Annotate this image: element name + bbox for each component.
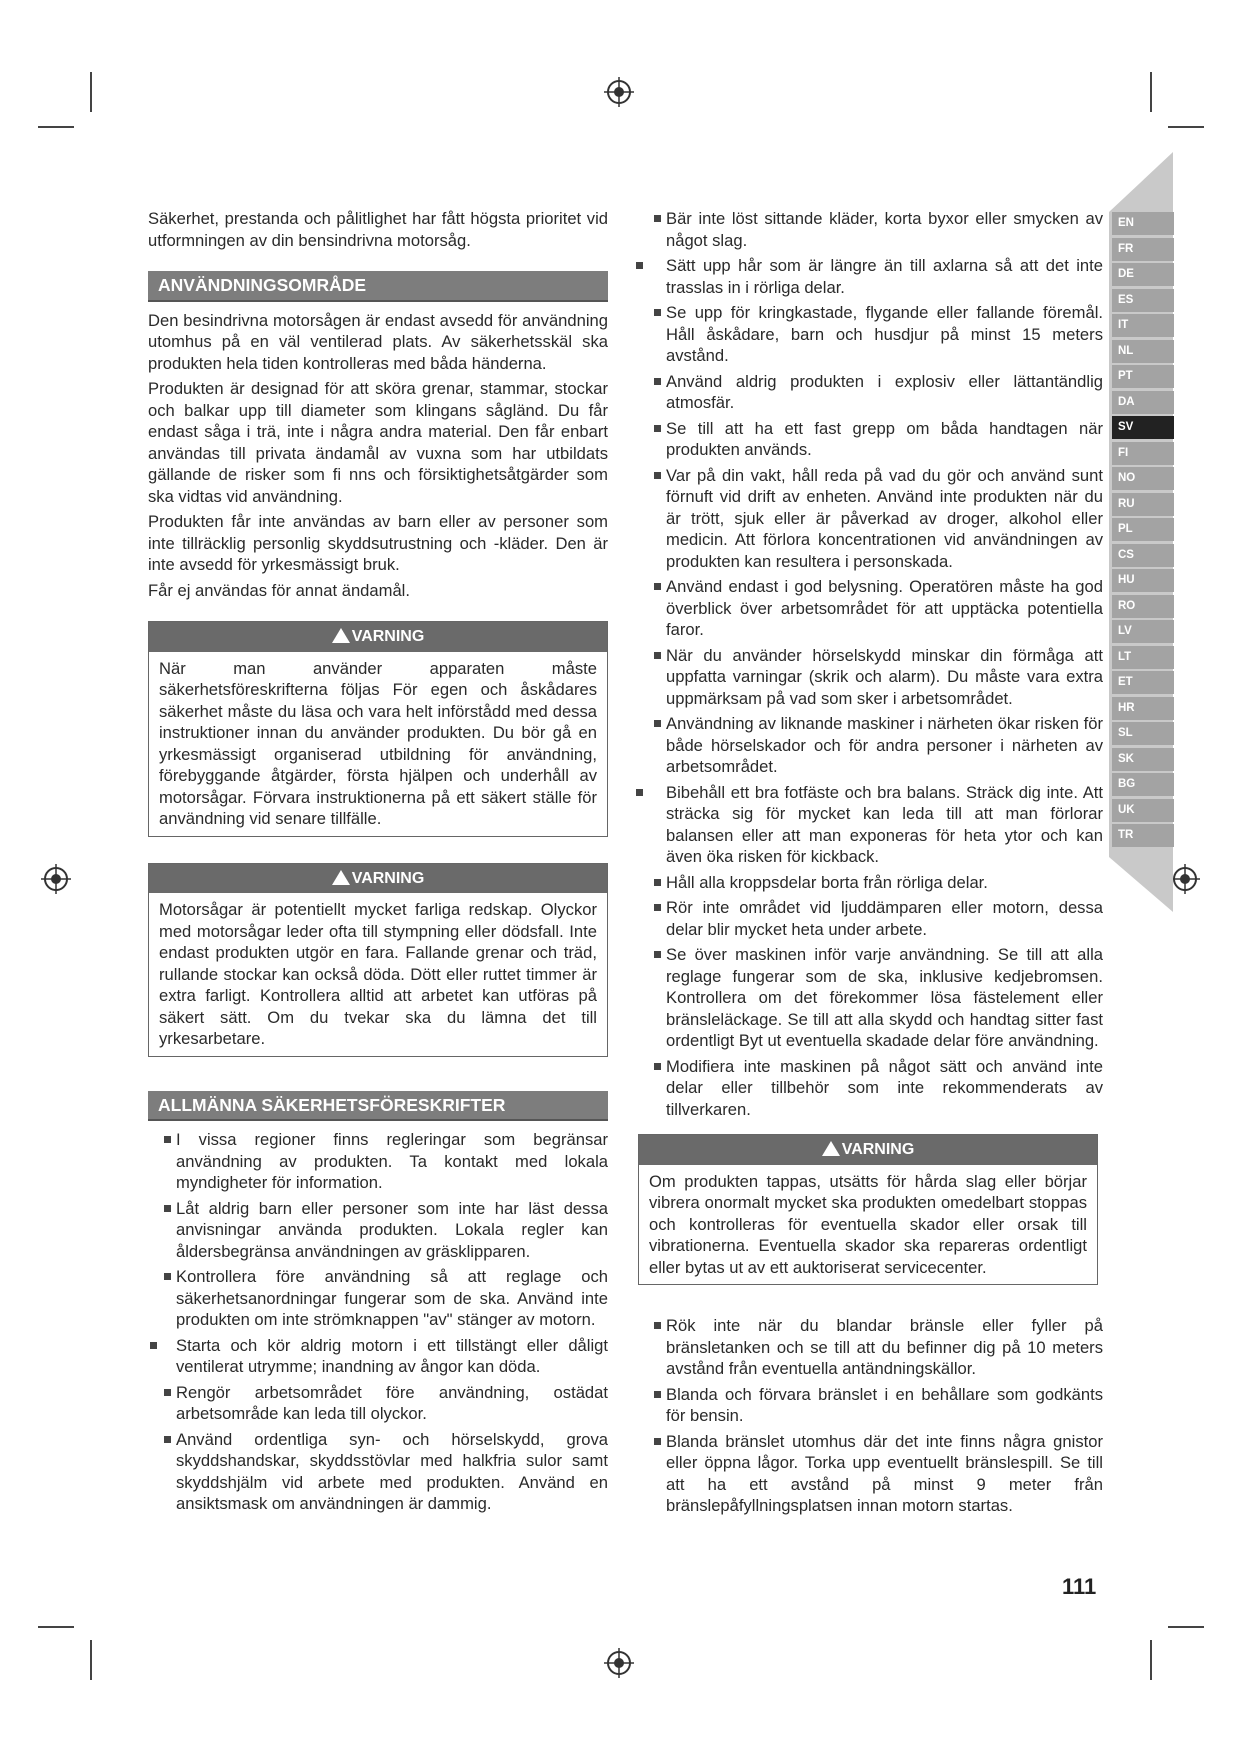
language-tab-ru: RU [1112, 493, 1174, 516]
language-tab-lt: LT [1112, 646, 1174, 669]
warning-header [149, 622, 607, 652]
warning-header [639, 1135, 1097, 1165]
language-tab-pl: PL [1112, 518, 1174, 541]
language-tab-de: DE [1112, 263, 1174, 286]
bullet-icon [654, 583, 661, 590]
usage-paragraph: Produkten får inte användas av barn eller av personer som inte tillräcklig personlig skyddsutrustning och -kläder. Den är inte avsedd för yrkesmässigt bruk. [148, 512, 608, 574]
warning-box [638, 1134, 1098, 1285]
language-tab-da: DA [1112, 391, 1174, 414]
bullet-icon [654, 904, 661, 911]
list-item: Modifiera inte maskinen på något sätt och använd inte delar eller tillbehör som inte rekommenderats av tillverkaren. [638, 1056, 1103, 1121]
language-tab-es: ES [1112, 289, 1174, 312]
crop-mark [1168, 1626, 1204, 1628]
list-item: Blanda och förvara bränslet i en behållare som godkänts för bensin. [638, 1384, 1103, 1427]
bullet-icon [164, 1273, 171, 1280]
bullet-icon [636, 789, 643, 796]
bullet-icon [654, 652, 661, 659]
usage-paragraph: Den besindrivna motorsågen är endast avsedd för användning utomhus på en väl ventilerad plats. Av säkerhetsskäl ska produkten hela tiden kontrolleras med båda händerna. [148, 310, 608, 373]
usage-paragraph: Får ej användas för annat ändamål. [148, 580, 410, 600]
safety-list-continued [638, 208, 1103, 1120]
warning-triangle-icon [822, 1141, 840, 1156]
section-title-safety: ALLMÄNNA SÄKERHETSFÖRESKRIFTER [148, 1091, 608, 1122]
list-item: Starta och kör aldrig motorn i ett tillstängt eller dåligt ventilerat utrymme; inandning av ångor kan döda. [148, 1335, 608, 1378]
bullet-icon [636, 262, 643, 269]
crop-mark [1168, 126, 1204, 128]
list-item: Kontrollera före användning så att reglage och säkerhetsanordningar fungerar som de ska. Använd inte produkten om inte strömknappen "av" stänger av motorn. [148, 1266, 608, 1331]
crop-mark [38, 1626, 74, 1628]
registration-mark-icon [1170, 864, 1200, 894]
bullet-icon [164, 1205, 171, 1212]
language-tab-sv: SV [1112, 416, 1174, 439]
list-item: Användning av liknande maskiner i närheten ökar risken för både hörselskador och för andra personer i närheten av arbetsområdet. [638, 713, 1103, 778]
bullet-icon [654, 472, 661, 479]
crop-mark [1150, 1640, 1152, 1680]
language-tab-bg: BG [1112, 773, 1174, 796]
language-tab-pt: PT [1112, 365, 1174, 388]
list-item: Bibehåll ett bra fotfäste och bra balans. Sträck dig inte. Att sträcka sig för mycket kan leda till att man förlorar balansen eller att man exponeras för heta ytor och kan även öka risken för kickback. [638, 782, 1103, 868]
list-item: Håll alla kroppsdelar borta från rörliga delar. [638, 872, 1103, 894]
page-number: 111 [1062, 1574, 1097, 1599]
bullet-icon [654, 1322, 661, 1329]
language-tab-et: ET [1112, 671, 1174, 694]
language-tab-tr: TR [1112, 824, 1174, 847]
warning-text: Motorsågar är potentiellt mycket farliga redskap. Olyckor med motorsågar leder ofta till stympning eller dödsfall. Inte endast produkten utgör en fara. Fallande grenar och träd, rullande stockar kan också döda. Dött eller ruttet timmer är extra farligt. Kontrollera alltid att arbetet kan utföras på säkert sätt. Om du tvekar ska du lämna det till yrkesarbetare. [159, 900, 597, 1048]
intro-paragraph: Säkerhet, prestanda och pålitlighet har fått högsta prioritet vid utformningen av din bensindrivna motorsåg. [148, 209, 608, 250]
safety-list [148, 1129, 608, 1515]
fuel-safety-list [638, 1315, 1103, 1517]
bullet-icon [654, 309, 661, 316]
bullet-icon [150, 1342, 157, 1349]
bullet-icon [654, 879, 661, 886]
list-item: Se till att ha ett fast grepp om båda handtagen när produkten används. [638, 418, 1103, 461]
warning-label: VARNING [841, 1141, 915, 1158]
registration-mark-icon [604, 77, 634, 107]
warning-triangle-icon [332, 870, 350, 885]
language-tab-nl: NL [1112, 340, 1174, 363]
warning-box [148, 863, 608, 1057]
list-item: Var på din vakt, håll reda på vad du gör och använd sunt förnuft vid drift av enheten. Använd inte produkten när du är trött, sjuk eller är påverkad av droger, alkohol eller medicin. Att förlora koncentrationen vid användningen av produkten kan resultera i personskada. [638, 465, 1103, 573]
crop-mark [38, 126, 74, 128]
bullet-icon [654, 378, 661, 385]
list-item: Rök inte när du blandar bränsle eller fyller på bränsletanken och se till att du befinner dig på 10 meters avstånd från eventuella antändningskällor. [638, 1315, 1103, 1380]
list-item: I vissa regioner finns regleringar som begränsar användning av produkten. Ta kontakt med lokala myndigheter för information. [148, 1129, 608, 1194]
language-tab-it: IT [1112, 314, 1174, 337]
bullet-icon [164, 1136, 171, 1143]
warning-text: Om produkten tappas, utsätts för hårda slag eller börjar vibrera onormalt mycket ska produkten omedelbart stoppas och kontrolleras för eventuella skador eller orsak till vibrationerna. Eventuella skador ska repareras ordentligt eller bytas ut av ett auktoriserat servicecenter. [649, 1171, 1087, 1277]
bullet-icon [654, 951, 661, 958]
list-item: Använd ordentliga syn- och hörselskydd, grova skyddshandskar, skyddsstövlar med halkfria sulor samt skyddshjälm vid arbete med produkten. Använd en ansiktsmask om användningen är dammig. [148, 1429, 608, 1515]
warning-box [148, 621, 608, 837]
warning-triangle-icon [332, 628, 350, 643]
language-tab-fi: FI [1112, 442, 1174, 465]
list-item: Sätt upp hår som är längre än till axlarna så att det inte trasslas in i rörliga delar. [638, 255, 1103, 298]
language-tab-ro: RO [1112, 595, 1174, 618]
bullet-icon [654, 720, 661, 727]
list-item: Se upp för kringkastade, flygande eller fallande föremål. Håll åskådare, barn och husdjur på minst 15 meters avstånd. [638, 302, 1103, 367]
language-tab-en: EN [1112, 212, 1174, 235]
bullet-icon [654, 1391, 661, 1398]
list-item: Blanda bränslet utomhus där det inte finns några gnistor eller öppna lågor. Torka upp eventuellt bränslespill. Se till att ha ett avstånd på minst 9 meter från bränslepåfyllningsplatsen innan motorn startas. [638, 1431, 1103, 1517]
registration-mark-icon [41, 864, 71, 894]
language-tab-cs: CS [1112, 544, 1174, 567]
crop-mark [1150, 72, 1152, 112]
section-title-usage: ANVÄNDNINGSOMRÅDE [148, 271, 608, 302]
bullet-icon [164, 1436, 171, 1443]
warning-header [149, 864, 607, 894]
list-item: När du använder hörselskydd minskar din förmåga att uppfatta varningar (skrik och alarm). Du måste vara extra uppmärksam på vad som sker i arbetsområdet. [638, 645, 1103, 710]
warning-label: VARNING [351, 628, 425, 645]
list-item: Bär inte löst sittande kläder, korta byxor eller smycken av något slag. [638, 208, 1103, 251]
bullet-icon [654, 1438, 661, 1445]
crop-mark [90, 1640, 92, 1680]
bullet-icon [164, 1389, 171, 1396]
list-item: Låt aldrig barn eller personer som inte har läst dessa anvisningar använda produkten. Lokala regler kan åldersbegränsa användningen av gräsklipparen. [148, 1198, 608, 1263]
language-tab-lv: LV [1112, 620, 1174, 643]
list-item: Använd aldrig produkten i explosiv eller lättantändlig atmosfär. [638, 371, 1103, 414]
right-column [638, 208, 1103, 1521]
bullet-icon [654, 1063, 661, 1070]
language-tab-hu: HU [1112, 569, 1174, 592]
list-item: Rengör arbetsområdet före användning, ostädat arbetsområde kan leda till olyckor. [148, 1382, 608, 1425]
language-tab-sl: SL [1112, 722, 1174, 745]
warning-text: När man använder apparaten måste säkerhetsföreskrifterna följas För egen och åskådares säkerhet måste du läsa och vara helt införstådd med dessa instruktioner innan du använder produkten. Du bör gå en yrkesmässigt organiserad utbildning för användning, förebyggande åtgärder, första hjälpen och underhåll av motorsågar. Förvara instruktionerna på ett säkert ställe för användning vid senare tillfälle. [159, 658, 597, 828]
list-item: Se över maskinen inför varje användning. Se till att alla reglage fungerar som de ska, inklusive kedjebromsen. Kontrollera om det förekommer lösa fästelement eller bränsleläckage. Se till att alla skydd och handtag sitter fast ordentligt Byt ut eventuella skadade delar före användning. [638, 944, 1103, 1052]
registration-mark-icon [604, 1648, 634, 1678]
left-column [148, 208, 608, 1519]
crop-mark [90, 72, 92, 112]
list-item: Rör inte området vid ljuddämparen eller motorn, dessa delar blir mycket heta under arbete. [638, 897, 1103, 940]
warning-label: VARNING [351, 869, 425, 887]
language-tab-hr: HR [1112, 697, 1174, 720]
language-tab-uk: UK [1112, 799, 1174, 822]
list-item: Använd endast i god belysning. Operatören måste ha god överblick över arbetsområdet för att upptäcka potentiella faror. [638, 576, 1103, 641]
bullet-icon [654, 425, 661, 432]
language-tab-no: NO [1112, 467, 1174, 490]
usage-paragraph: Produkten är designad för att sköra grenar, stammar, stockar och balkar upp till diameter som klingans sågländ. Du får endast såga i trä, inte i några andra material. Den får enbart användas till privata ändamål av vuxna som har utbildats gällande de risker som fi nns och försiktighetsåtgärder som ska vidtas vid användning. [148, 379, 608, 506]
bullet-icon [654, 215, 661, 222]
language-tab-fr: FR [1112, 238, 1174, 261]
language-tab-sk: SK [1112, 748, 1174, 771]
